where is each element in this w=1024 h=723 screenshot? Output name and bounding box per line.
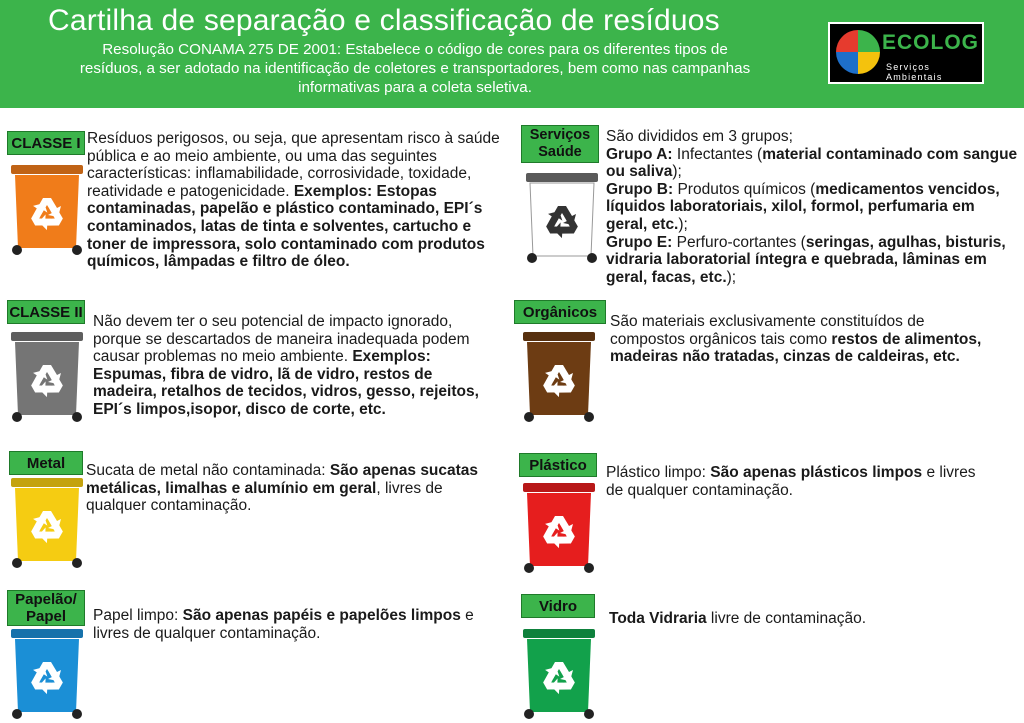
category-description-classe-ii: Não devem ter o seu potencial de impacto ignorado, porque se descartados de maneira inadequada podem causar problemas no meio ambiente. Exemplos: Espumas, fibra de vidro, lã de vidro, restos de madeira, retalhos de tecidos, vidros, gesso, rejeitos, EPI´s limpos,isopor, disco de corte, etc. (93, 313, 479, 418)
bin-metal (10, 477, 84, 569)
category-label-servicos-saude: Serviços Saúde (521, 125, 599, 163)
recycle-bin-icon (10, 628, 84, 720)
category-description-servicos-saude: São divididos em 3 grupos; Grupo A: Infectantes (material contaminado com sangue ou saliva); Grupo B: Produtos químicos (medicamentos vencidos, líquidos laboratoriais, xilol, formol, perfumaria em geral, etc.); Grupo E: Perfuro-cortantes (seringas, agulhas, bisturis, vidraria laboratorial íntegra e quebrada, lâminas em geral, facas, etc.); (606, 128, 1018, 286)
recycle-bin-icon (10, 477, 84, 569)
bin-papel (10, 628, 84, 720)
recycle-bin-icon (10, 331, 84, 423)
category-description-classe-i: Resíduos perigosos, ou seja, que apresentam risco à saúde pública e ao meio ambiente, ou uma das seguintes características: inflamabilidade, corrosividade, toxidade, reatividade e patogenicidade. Exemplos: Estopas contaminadas, papelão e plástico contaminado, EPI´s contaminados, latas de tinta e solventes, cartucho e toner de impressora, solo contaminado com produtos químicos, lâmpadas e filtro de óleo. (87, 130, 500, 271)
logo-name: ECOLOG (882, 31, 980, 54)
page-title: Cartilha de separação e classificação de resíduos (48, 4, 720, 37)
recycle-bin-icon (522, 628, 596, 720)
company-logo (828, 22, 984, 84)
category-description-plastico: Plástico limpo: São apenas plásticos limpos e livres de qualquer contaminação. (606, 464, 976, 499)
category-label-classe-i: CLASSE I (7, 131, 85, 155)
category-description-papel: Papel limpo: São apenas papéis e papelões limpos e livres de qualquer contaminação. (93, 607, 474, 642)
category-label-organicos: Orgânicos (514, 300, 606, 324)
recycle-bin-icon (522, 331, 596, 423)
category-label-metal: Metal (9, 451, 83, 475)
bin-servicos-saude (525, 172, 599, 264)
bin-organicos (522, 331, 596, 423)
category-description-organicos: São materiais exclusivamente constituídos de compostos orgânicos tais como restos de alimentos, madeiras não tratadas, cinzas de caldeiras, etc. (610, 313, 982, 366)
category-description-vidro: Toda Vidraria livre de contaminação. (609, 610, 867, 627)
bin-classe-ii (10, 331, 84, 423)
category-label-plastico: Plástico (519, 453, 597, 477)
recycle-bin-icon (10, 164, 84, 256)
category-label-classe-ii: CLASSE II (7, 300, 85, 324)
recycle-bin-icon (522, 482, 596, 574)
page-subtitle: Resolução CONAMA 275 DE 2001: Estabelece o código de cores para os diferentes tipos de resíduos, a ser adotado na identificação de coletores e transportadores, bem como nas campanhas informativas para a coleta seletiva. (79, 41, 751, 96)
logo-subtitle: Serviços Ambientais (886, 62, 943, 82)
category-label-vidro: Vidro (521, 594, 595, 618)
logo-mark-icon (836, 30, 880, 74)
category-label-papel: Papelão/ Papel (7, 590, 85, 626)
recycle-bin-icon (525, 172, 599, 264)
bin-vidro (522, 628, 596, 720)
bin-plastico (522, 482, 596, 574)
header-banner (0, 0, 1024, 108)
bin-classe-i (10, 164, 84, 256)
category-description-metal: Sucata de metal não contaminada: São apenas sucatas metálicas, limalhas e alumínio em geral, livres de qualquer contaminação. (86, 462, 479, 515)
